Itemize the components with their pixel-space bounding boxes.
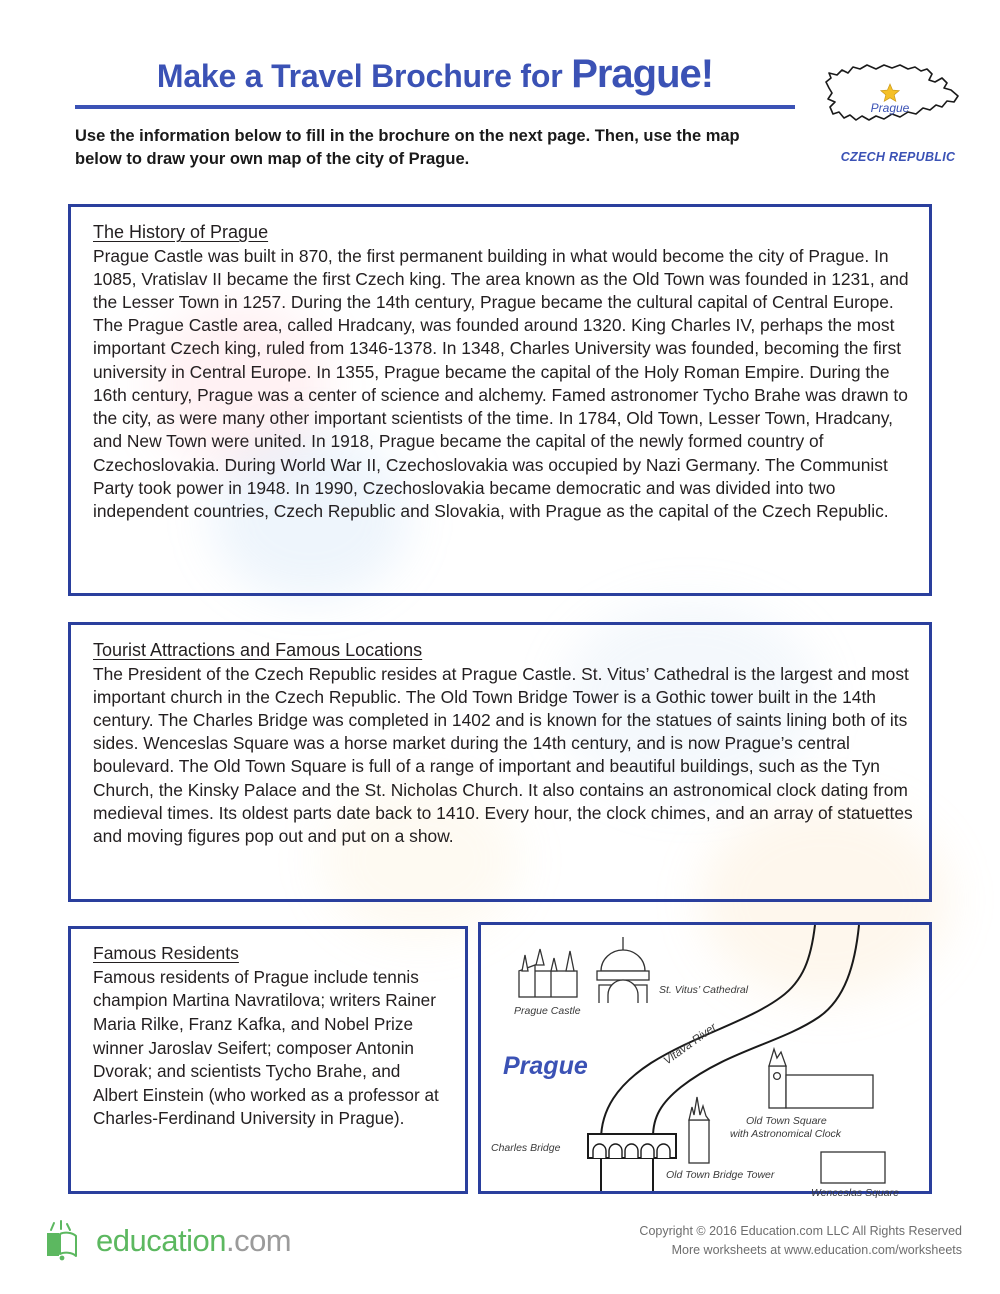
river-label: Vltava River [661, 1021, 719, 1068]
title-zone [75, 52, 795, 172]
copyright-line-2: More worksheets at www.education.com/worksheets [671, 1243, 962, 1258]
wenceslas-square-label: Wenceslas Square [811, 1187, 899, 1199]
education-logo-text [96, 1223, 291, 1259]
country-label: CZECH REPUBLIC [840, 150, 956, 164]
czech-republic-outline-icon [820, 52, 976, 148]
page-title-emphasis: Prague! [571, 52, 714, 96]
copyright-line-1: Copyright © 2016 Education.com LLC All Rights Reserved [639, 1224, 962, 1238]
old-town-bridge-tower-label: Old Town Bridge Tower [666, 1169, 775, 1181]
czech-republic-map-badge [818, 52, 978, 164]
st-vitus-cathedral-label: St. Vitus’ Cathedral [659, 984, 749, 996]
st-vitus-cathedral-icon [597, 937, 649, 1003]
capital-city-label: Prague [870, 101, 910, 115]
logo-secondary-text: .com [225, 1223, 292, 1258]
history-section [68, 204, 932, 596]
attractions-body: The President of the Czech Republic resides at Prague Castle. St. Vitus’ Cathedral is the largest and most important church in the Czech Republic. The Old Town Bridge Tower is a Gothic tower built in the 14th century. The Charles Bridge was completed in 1402 and is known for the statues of saints lining both of its sides. Wenceslas Square was a horse market during the 14th century, and is now Prague’s central boulevard. The Old Town Square is full of a range of important and beautiful buildings, such as the Tyn Church, the Kinsky Palace and the St. Nicholas Church. It also contains an astronomical clock dating from medieval times. Its oldest parts date back to 1410. Every hour, the clock chimes, and an array of statuettes and moving figures pop out and put on a show. [93, 663, 913, 847]
old-town-square-label-line1: Old Town Square [746, 1115, 827, 1127]
prague-map-diagram [478, 922, 932, 1199]
map-city-label: Prague [503, 1052, 588, 1080]
old-town-bridge-tower-icon [689, 1097, 709, 1163]
page-title [75, 52, 795, 96]
charles-bridge-icon [588, 1134, 676, 1158]
copyright-block [639, 1222, 962, 1261]
residents-heading: Famous Residents [93, 943, 239, 963]
education-logo[interactable] [42, 1220, 291, 1262]
prague-castle-label: Prague Castle [514, 1005, 581, 1017]
attractions-heading: Tourist Attractions and Famous Locations [93, 640, 423, 660]
title-divider [75, 105, 795, 109]
page-header [0, 0, 1000, 169]
open-book-icon [42, 1220, 92, 1262]
residents-body: Famous residents of Prague include tennis champion Martina Navratilova; writers Rainer Maria Rilke, Franz Kafka, and Nobel Prize winner Jaroslav Seifert; composer Antonin Dvorak; and scientists Tycho Brahe, and Albert Einstein (who worked as a professor at Charles-Ferdinand University in Prague). [93, 966, 439, 1129]
wenceslas-square-icon [821, 1152, 885, 1183]
page-footer [0, 1208, 1000, 1294]
logo-primary-text: education [96, 1223, 226, 1258]
charles-bridge-label: Charles Bridge [491, 1142, 561, 1154]
history-body: Prague Castle was built in 870, the first permanent building in what would become the city of Prague. In 1085, Vratislav II became the first Czech king. The area known as the Old Town was founded in 1231, and the Lesser Town in 1257. During the 14th century, Prague became the cultural capital of Central Europe. The Prague Castle area, called Hradcany, was founded around 1320. King Charles IV, perhaps the most important Czech king, ruled from 1346-1378. In 1348, Charles University was founded, becoming the first university in Central Europe. In 1355, Prague became the capital of the Holy Roman Empire. During the 16th century, Prague was a center of science and alchemy. Famed astronomer Tycho Brahe was drawn to the city, as were many other important scientists of the time. In 1784, Old Town, Lesser Town, Hradcany, and New Town were united. In 1918, Prague became the capital of the newly formed country of Czechoslovakia. During World War II, Czechoslovakia was occupied by Nazi Germany. The Communist Party took power in 1948. In 1990, Czechoslovakia became democratic and was divided into two independent countries, Czech Republic and Slovakia, with Prague as the capital of the Czech Republic. [93, 245, 909, 522]
residents-section [68, 926, 468, 1194]
astronomical-clock-icon [774, 1073, 781, 1080]
history-heading: The History of Prague [93, 222, 269, 242]
page-title-prefix: Make a Travel Brochure for [156, 58, 572, 94]
prague-castle-icon [519, 949, 577, 997]
prague-map-svg [481, 925, 929, 1199]
old-town-square-icon [769, 1049, 873, 1108]
instructions-text: Use the information below to fill in the brochure on the next page. Then, use the map below to draw your own map of the city of Prague. [75, 127, 740, 169]
attractions-section [68, 622, 932, 902]
old-town-square-label-line2: with Astronomical Clock [730, 1128, 842, 1140]
